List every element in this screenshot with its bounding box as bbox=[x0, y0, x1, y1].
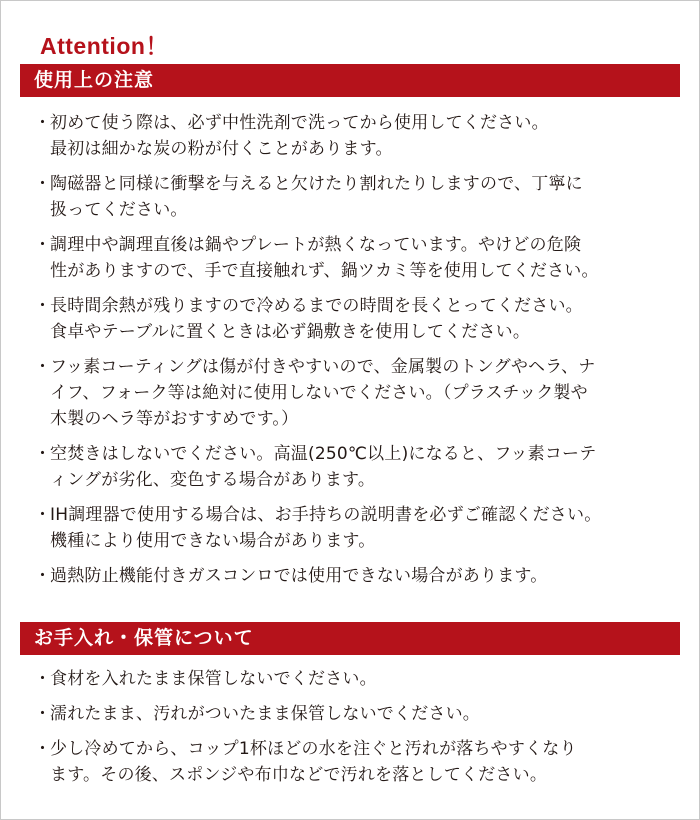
item-text-line: 食材を入れたまま保管しないでください。 bbox=[50, 669, 377, 689]
item-text-line: 初めて使う際は、必ず中性洗剤で洗ってから使用してください。 bbox=[50, 113, 549, 133]
item-text-line: ィングが劣化、変色する場合があります。 bbox=[50, 470, 376, 490]
list-item bbox=[34, 563, 674, 589]
bullet-mark: ・ bbox=[34, 296, 52, 316]
bullet-mark: ・ bbox=[34, 739, 52, 759]
item-text-line: 木製のヘラ等がおすすめです。） bbox=[50, 409, 299, 429]
list-item bbox=[34, 666, 674, 692]
list-item bbox=[34, 736, 674, 788]
bullet-mark: ・ bbox=[34, 174, 52, 194]
bullet-mark: ・ bbox=[34, 357, 52, 377]
list-item bbox=[34, 701, 674, 727]
item-text-line: 濡れたまま、汚れがついたまま保管しないでください。 bbox=[50, 704, 480, 724]
bullet-mark: ・ bbox=[34, 444, 52, 464]
item-text-line: IH調理器で使用する場合は、お手持ちの説明書を必ずご確認ください。 bbox=[50, 505, 602, 525]
bullet-mark: ・ bbox=[34, 505, 52, 525]
care-notes-list bbox=[34, 666, 674, 797]
item-text-line: ます。その後、スポンジや布巾などで汚れを落としてください。 bbox=[50, 765, 548, 785]
item-text-line: 性がありますので、手で直接触れず、鍋ツカミ等を使用してください。 bbox=[50, 261, 599, 281]
section-title-care: お手入れ・保管について bbox=[20, 622, 680, 655]
bullet-mark: ・ bbox=[34, 235, 52, 255]
bullet-mark: ・ bbox=[34, 113, 52, 133]
usage-notes-list bbox=[34, 110, 674, 598]
list-item bbox=[34, 171, 674, 223]
item-text-line: 扱ってください。 bbox=[50, 200, 188, 220]
list-item bbox=[34, 110, 674, 162]
item-text-line: 空焚きはしないでください。高温(250℃以上)になると、フッ素コーテ bbox=[50, 444, 597, 464]
section-title-usage: 使用上の注意 bbox=[20, 64, 680, 97]
list-item bbox=[34, 354, 674, 432]
item-text-line: フッ素コーティングは傷が付きやすいので、金属製のトングやヘラ、ナ bbox=[50, 357, 596, 377]
bullet-mark: ・ bbox=[34, 566, 52, 586]
bullet-mark: ・ bbox=[34, 704, 52, 724]
attention-heading: Attention！ bbox=[40, 33, 169, 59]
list-item bbox=[34, 232, 674, 284]
item-text-line: 陶磁器と同様に衝撃を与えると欠けたり割れたりしますので、丁寧に bbox=[50, 174, 583, 194]
item-text-line: 機種により使用できない場合があります。 bbox=[50, 531, 376, 551]
item-text-line: 食卓やテーブルに置くときは必ず鍋敷きを使用してください。 bbox=[50, 322, 531, 342]
item-text-line: 最初は細かな炭の粉が付くことがあります。 bbox=[50, 139, 393, 159]
item-text-line: 過熱防止機能付きガスコンロでは使用できない場合があります。 bbox=[50, 566, 548, 586]
item-text-line: 調理中や調理直後は鍋やプレートが熱くなっています。やけどの危険 bbox=[50, 235, 582, 255]
item-text-line: 長時間余熱が残りますので冷めるまでの時間を長くとってください。 bbox=[50, 296, 583, 316]
item-text-line: イフ、フォーク等は絶対に使用しないでください。（プラスチック製や bbox=[50, 383, 588, 403]
list-item bbox=[34, 502, 674, 554]
list-item bbox=[34, 441, 674, 493]
list-item bbox=[34, 293, 674, 345]
bullet-mark: ・ bbox=[34, 669, 52, 689]
item-text-line: 少し冷めてから、コップ1杯ほどの水を注ぐと汚れが落ちやすくなり bbox=[50, 739, 577, 759]
